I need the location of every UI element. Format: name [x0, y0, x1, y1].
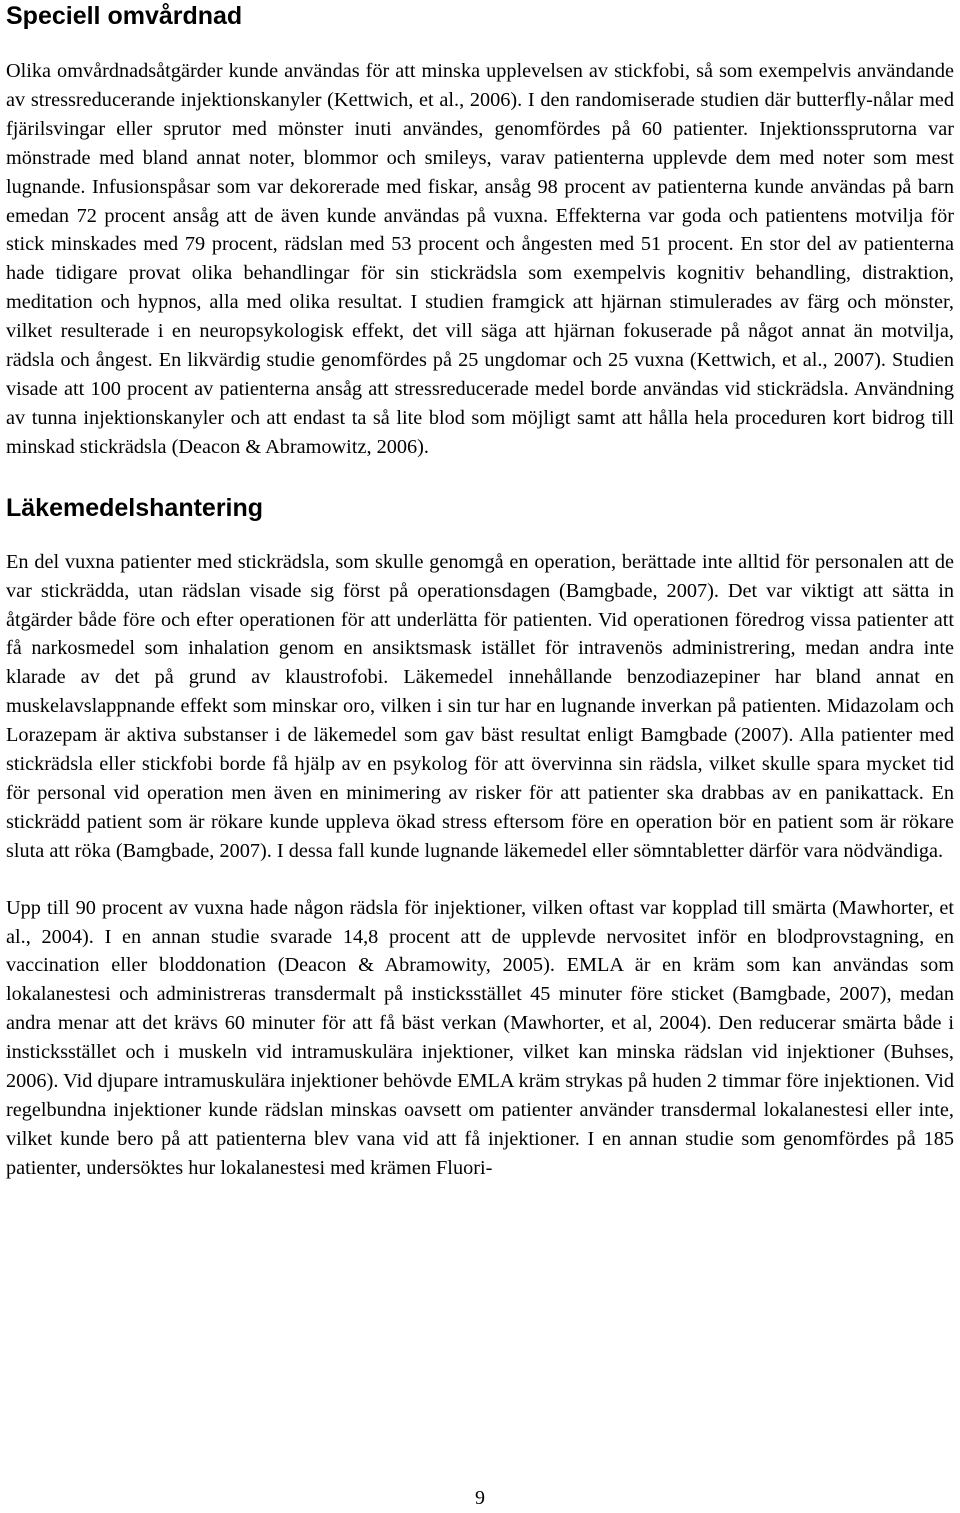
section-heading-speciell-omvardnad: Speciell omvårdnad	[6, 2, 243, 30]
paragraph-lakemedelshantering-1: En del vuxna patienter med stickrädsla, som skulle genomgå en operation, berättade inte alltid för personalen att de var stickrädda, utan rädslan visade sig först på operationsdagen (Bamgbade, 2007). Det var viktigt att sätta in åtgärder både före och efter operationen för att underlätta för patienten. Vid operationen föredrog vissa patienter att få narkosmedel som inhalation genom en ansiktsmask istället för intravenös administrering, medan andra inte klarade av det på grund av klaustrofobi. Läkemedel innehållande benzodiazepiner har bland annat en muskelavslappnande effekt som minskar oro, vilken i sin tur har en lugnande inverkan på patienten. Midazolam och Lorazepam är aktiva substanser i de läkemedel som gav bäst resultat enligt Bamgbade (2007). Alla patienter med stickrädsla eller stickfobi borde få hjälp av en psykolog för att övervinna sin rädsla, vilket skulle spara mycket tid för personal vid operation men även en minimering av risker för att patienter ska drabbas av en panikattack. En stickrädd patient som är rökare kunde uppleva ökad stress eftersom före en operation bör en patient som är rökare sluta att röka (Bamgbade, 2007). I dessa fall kunde lugnande läkemedel eller sömntabletter därför vara nödvändiga.	[6, 550, 954, 862]
section-heading-lakemedelshantering: Läkemedelshantering	[6, 493, 264, 522]
document-page	[6, 0, 954, 1183]
paragraph-speciell-omvardnad: Olika omvårdnadsåtgärder kunde användas för att minska upplevelsen av stickfobi, så som exempelvis användande av stressreducerande injektionskanyler (Kettwich, et al., 2006). I den randomiserade studien där butterfly-nålar med fjärilsvingar eller sprutor med mönster inuti användes, genomfördes på 60 patienter. Injektionssprutorna var mönstrade med bland annat noter, blommor och smileys, varav patienterna upplevde dem med noter som mest lugnande. Infusionspåsar som var dekorerade med fiskar, ansåg 98 procent av patienterna kunde användas på barn emedan 72 procent ansåg att de även kunde användas på vuxna. Effekterna var goda och patientens motvilja för stick minskades med 79 procent, rädslan med 53 procent och ångesten med 51 procent. En stor del av patienterna hade tidigare provat olika behandlingar för sin stickrädsla som exempelvis kognitiv behandling, distraktion, meditation och hypnos, alla med olika resultat. I studien framgick att hjärnan stimulerades av färg och mönster, vilket resulterade i en neuropsykologisk effekt, det vill säga att hjärnan fokuserade på något annat än motvilja, rädsla och ångest. En likvärdig studie genomfördes på 25 ungdomar och 25 vuxna (Kettwich, et al., 2007). Studien visade att 100 procent av patienterna ansåg att stressreducerade medel borde användas vid stickrädsla. Användning av tunna injektionskanyler och att endast ta så lite blod som möjligt samt att hålla hela proceduren kort bidrog till minskad stickrädsla (Deacon & Abramowitz, 2006).	[6, 60, 954, 458]
page-number: 9	[475, 1487, 485, 1509]
paragraph-lakemedelshantering-2: Upp till 90 procent av vuxna hade någon rädsla för injektioner, vilken oftast var kopplad till smärta (Mawhorter, et al., 2004). I en annan studie svarade 14,8 procent att de upplevde nervositet inför en blodprovstagning, en vaccination eller bloddonation (Deacon & Abramowity, 2005). EMLA är en kräm som kan användas som lokalanestesi och administreras transdermalt på insticksstället 45 minuter före sticket (Bamgbade, 2007), medan andra menar att det krävs 60 minuter för att få bäst verkan (Mawhorter, et al, 2004). Den reducerar smärta både i insticksstället och i muskeln vid intramuskulära injektioner, vilket kan minska rädslan vid injektioner (Buhses, 2006). Vid djupare intramuskulära injektioner behövde EMLA kräm strykas på huden 2 timmar före injektionen. Vid regelbundna injektioner kunde rädslan minskas oavsett om patienter använder transdermal lokalanestesi eller inte, vilket kunde bero på att patienterna blev vana vid att få injektioner. I en annan studie som genomfördes på 185 patienter, undersöktes hur lokalanestesi med krämen Fluori-	[6, 896, 954, 1179]
